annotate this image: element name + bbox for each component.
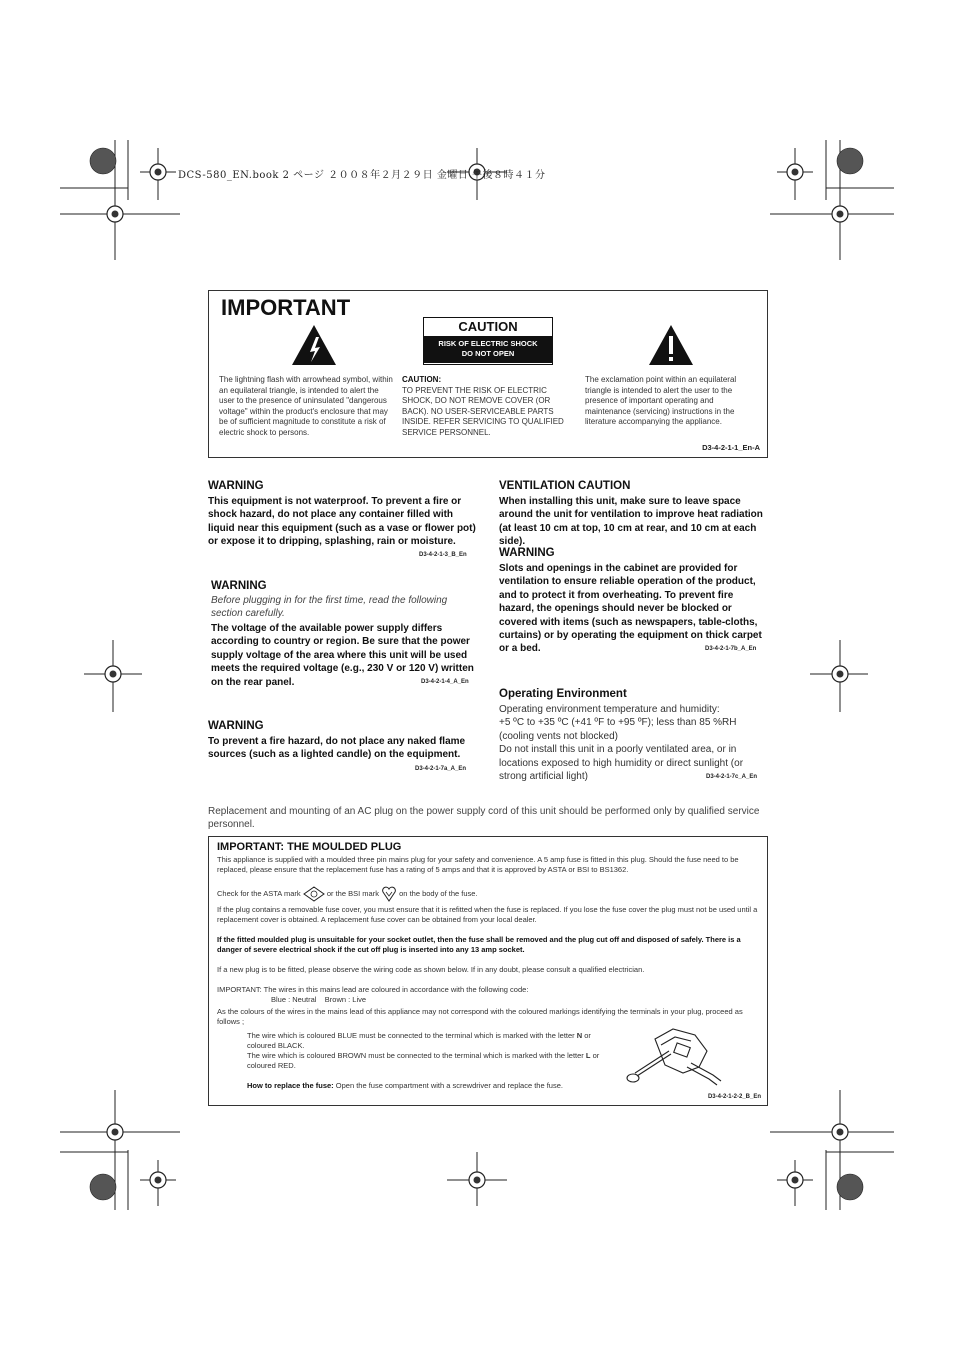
- plug-para-4: If the fitted moulded plug is unsuitable for your socket outlet, then the fuse shall be removed and the plug cut off and disposed of safely. There is a danger of severe electrical shock if the cut off plug is inserted into any 13 amp socket.: [217, 935, 741, 954]
- plug-brown-text-end: or coloured RED.: [247, 1051, 600, 1070]
- plug-screwdriver-illustration: [625, 1021, 725, 1089]
- plug-letter-n: N: [576, 1031, 583, 1040]
- plug-doc-code: D3-4-2-1-2-2_B_En: [707, 1094, 761, 1100]
- caution-label-box: [423, 317, 553, 365]
- ventilation-caution-title: VENTILATION CAUTION: [499, 480, 631, 492]
- caution-sub-label: [424, 336, 552, 363]
- plug-para-7: As the colours of the wires in the mains lead of this appliance may not correspond with the coloured markings identifying the terminals in your plug, proceed as follows ;: [217, 1007, 743, 1026]
- operating-environment-text: [499, 703, 767, 783]
- running-header: DCS-580_EN.book 2 ページ ２００８年２月２９日 金曜日 午後８時４１分: [178, 170, 546, 181]
- plug-asta-line: [217, 886, 765, 902]
- warning-4-text: Slots and openings in the cabinet are provided for ventilation to ensure reliable operation of the product, and to protect it from overheating. To prevent fire hazard, the openings should never be blocked or covered with items (such as newspapers, table-cloths, curtains) or by operating the equipment on thick carpet or a bed.: [499, 563, 762, 655]
- plug-para-8: [247, 1031, 619, 1050]
- warning-1-title: WARNING: [208, 480, 264, 492]
- fuse-replacement-text: Open the fuse compartment with a screwdriver and replace the fuse.: [335, 1081, 563, 1090]
- plug-blue-text: The wire which is coloured BLUE must be connected to the terminal which is marked with the letter: [247, 1031, 575, 1040]
- warning-4-title: WARNING: [499, 547, 555, 559]
- env-line-3: Do not install this unit in a poorly ventilated area, or in locations exposed to high humidity or direct sunlight (or strong artificial light): [499, 744, 744, 783]
- plug-blue-text-end: or coloured BLACK.: [247, 1031, 591, 1050]
- warning-1-text: This equipment is not waterproof. To prevent a fire or shock hazard, do not place any container filled with liquid near this equipment (such as a vase or flower pot) or expose it to dripping, splashing, rain or moisture.: [208, 496, 476, 548]
- plug-wire-colours: Blue : Neutral Brown : Live: [271, 995, 367, 1004]
- warning-4-code: D3-4-2-1-7b_A_En: [705, 646, 757, 652]
- moulded-plug-title: IMPORTANT: THE MOULDED PLUG: [217, 841, 402, 853]
- plug-para-6: IMPORTANT: The wires in this mains lead are coloured in accordance with the following code:: [217, 985, 529, 994]
- plug-brown-text: The wire which is coloured BROWN must be connected to the terminal which is marked with the letter: [247, 1051, 584, 1060]
- plug-para-1: This appliance is supplied with a moulded three pin mains plug for your safety and convenience. A 5 amp fuse is fitted in this plug. Should the fuse need to be replaced, please ensure that the replacement fuse has a rating of 5 amps and that it is approved by ASTA or BSI to BS1362.: [217, 855, 739, 874]
- env-line-2: +5 ºC to +35 ºC (+41 ºF to +95 ºF); less than 85 %RH (cooling vents not blocked): [499, 717, 737, 742]
- ventilation-caution-text: When installing this unit, make sure to leave space around the unit for ventilation to improve heat radiation (at least 10 cm at top, 10 cm at rear, and 10 cm at each side).: [499, 496, 763, 548]
- exclamation-description: The exclamation point within an equilateral triangle is intended to alert the user to the presence of important operating and maintenance (servicing) instructions in the literature accompanying the appliance.: [585, 375, 737, 426]
- warning-2-intro: Before plugging in for the first time, read the following section carefully.: [211, 595, 448, 619]
- lightning-description: The lightning flash with arrowhead symbol, within an equilateral triangle, is intended to alert the user to the presence of uninsulated "dangerous voltage" within the product's enclosure that may be of sufficient magnitude to constitute a risk of electric shock to persons.: [219, 375, 393, 437]
- caution-description-text: TO PREVENT THE RISK OF ELECTRIC SHOCK, DO NOT REMOVE COVER (OR BACK). NO USER-SERVICEABLE PARTS INSIDE. REFER SERVICING TO QUALIFIED SERVICE PERSONNEL.: [402, 385, 564, 437]
- warning-3-title: WARNING: [208, 720, 264, 732]
- asta-text-b: or the BSI mark: [326, 888, 379, 898]
- plug-para-5: If a new plug is to be fitted, please observe the wiring code as shown below. If in any doubt, please consult a qualified electrician.: [217, 965, 645, 974]
- important-box: [208, 290, 768, 458]
- warning-1-code: D3-4-2-1-3_B_En: [419, 552, 467, 558]
- replacement-note: Replacement and mounting of an AC plug on the power supply cord of this unit should be performed only by qualified service personnel.: [208, 806, 760, 830]
- warning-2-text: The voltage of the available power supply differs according to country or region. Be sure that the power supply voltage of the area where this unit will be used meets the required voltage (e.g., 230 V or 120 V) written on the rear panel.: [211, 623, 474, 688]
- caution-sub-line-2: DO NOT OPEN: [461, 349, 515, 358]
- warning-2-code: D3-4-2-1-4_A_En: [421, 679, 469, 685]
- fuse-replacement-line: [247, 1081, 563, 1091]
- env-line-1: Operating environment temperature and humidity:: [499, 704, 720, 715]
- plug-para-3: If the plug contains a removable fuse cover, you must ensure that it is refitted when the fuse is replaced. If you lose the fuse cover the plug must not be used until a replacement cover is obtained. A replacement fuse cover can be obtained from your local dealer.: [217, 905, 758, 924]
- warning-3-text: To prevent a fire hazard, do not place any naked flame sources (such as a lighted candle) on the equipment.: [208, 736, 466, 761]
- asta-text-a: Check for the ASTA mark: [217, 888, 301, 898]
- important-title: IMPORTANT: [221, 295, 351, 320]
- operating-environment-title: Operating Environment: [499, 688, 627, 700]
- caution-description: [402, 375, 574, 438]
- operating-environment-code: D3-4-2-1-7c_A_En: [706, 774, 758, 780]
- caution-sub-line-1: RISK OF ELECTRIC SHOCK: [438, 339, 538, 348]
- lightning-warning-icon: [290, 323, 338, 367]
- caution-label: CAUTION: [458, 319, 518, 334]
- asta-mark-icon: [303, 886, 325, 902]
- asta-text-c: on the body of the fuse.: [399, 888, 478, 898]
- bsi-kitemark-icon: [381, 886, 397, 902]
- caution-description-heading: CAUTION:: [402, 375, 442, 384]
- plug-letter-l: L: [585, 1051, 591, 1060]
- exclamation-warning-icon: [647, 323, 695, 367]
- fuse-replacement-label: How to replace the fuse:: [247, 1081, 334, 1090]
- plug-para-9: [247, 1051, 627, 1070]
- moulded-plug-box: [208, 836, 768, 1106]
- warning-2-title: WARNING: [211, 580, 267, 592]
- important-doc-code: D3-4-2-1-1_En-A: [702, 443, 760, 452]
- warning-3-code: D3-4-2-1-7a_A_En: [415, 766, 467, 772]
